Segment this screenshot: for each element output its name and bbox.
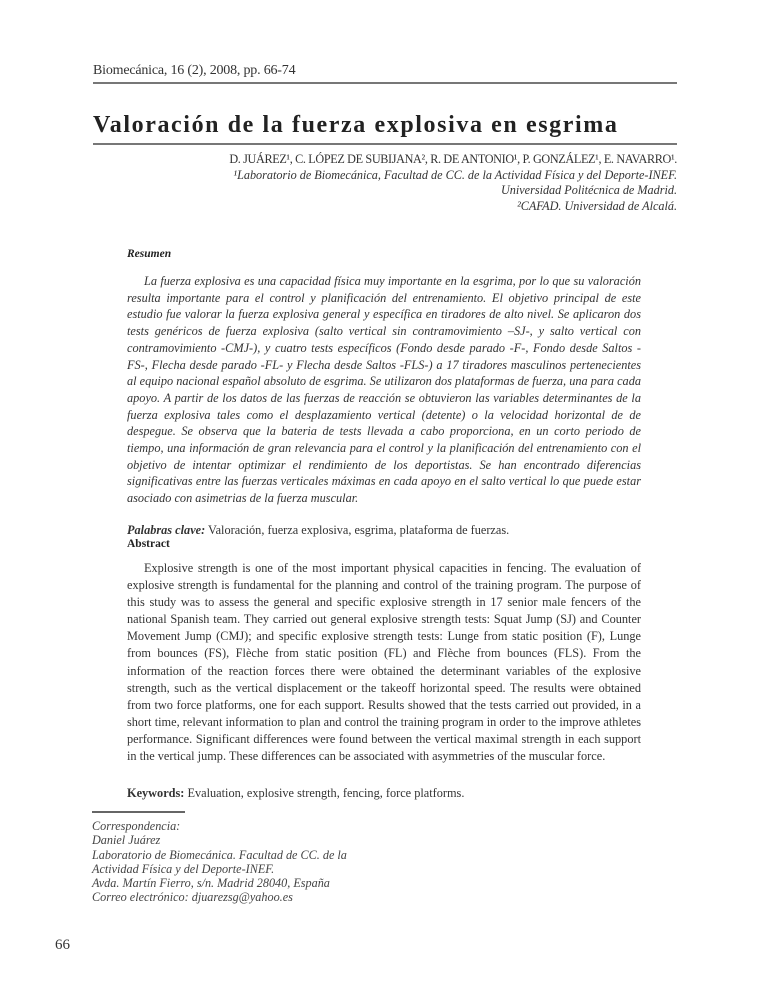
keywords-label: Keywords: — [127, 786, 185, 801]
affiliation-2: ²CAFAD. Universidad de Alcalá. — [517, 198, 677, 213]
correspondence-line: Actividad Física y del Deporte-INEF. — [92, 861, 275, 876]
correspondence-line: Daniel Juárez — [92, 833, 161, 848]
resumen-section — [127, 248, 641, 538]
affiliation-1-line-2: Universidad Politécnica de Madrid. — [500, 183, 677, 197]
resumen-text: La fuerza explosiva es una capacidad física muy importante en la esgrima, por lo que su valoración resulta importante para el control y planificación del entrenamiento. El objetivo principal de este estudio fue valorar la fuerza explosiva general y específica en tiradores de alto nivel. Se aplicaron dos tests genéricos de fuerza explosiva (salto vertical sin contramovimiento –SJ-, y salto vertical con contramovimiento -CMJ-), y cuatro tests específicos (Fondo desde parado -F-, Fondo desde Saltos -FS-, Flecha desde parado -FL- y Flecha desde Saltos -FLS-) a 17 tiradores masculinos pertenecientes al equipo nacional español absoluto de esgrima. Se utilizaron dos plataformas de fuerza, una para cada apoyo. A partir de los datos de las fuerzas de reacción se obtuvieron las variables determinantes de la fuerza explosiva tales como el desplazamiento vertical (detente) o la velocidad horizontal de de despegue. Se observa que la bateria de tests llevada a cabo proporciona, en un corto periodo de tiempo, una información de gran relevancia para el control y la planificación del entrenamiento con el objetivo de intentar optimizar el rendimiento de los deportistas. Se han encontrado diferencias significativas entre las fuerzas verticales máximas en cada apoyo en el salto vertical lo que puede estar asociado con asimetrias de la fuerza muscular. — [127, 274, 641, 506]
correspondence-email: Correo electrónico: djuarezsg@yahoo.es — [92, 890, 293, 905]
header-rule — [93, 82, 677, 84]
correspondence-line: Laboratorio de Biomecánica. Facultad de CC. de la — [92, 847, 347, 862]
author-list: D. JUÁREZ¹, C. LÓPEZ DE SUBIJANA², R. DE ANTONIO¹, P. GONZÁLEZ¹, E. NAVARRO¹. — [229, 152, 677, 166]
palabras-clave — [127, 523, 641, 538]
correspondence-line: Correspondencia: — [92, 819, 181, 833]
affiliation-1-line-1: ¹Laboratorio de Biomecánica, Facultad de CC. de la Actividad Física y del Deporte-INEF. — [233, 167, 677, 182]
title-rule — [93, 143, 677, 145]
footnote-rule — [92, 811, 185, 813]
correspondence-line: Avda. Martín Fierro, s/n. Madrid 28040, España — [92, 876, 330, 891]
abstract-section — [127, 538, 641, 801]
abstract-text: Explosive strength is one of the most important physical capacities in fencing. The evaluation of explosive strength is fundamental for the planning and control of the training program. The purpose of this study was to assess the general and specific explosive strength in 17 senior male fencers of the national Spanish team. They carried out general explosive strength tests: Squat Jump (SJ) and Counter Movement Jump (CMJ); and specific explosive strength tests: Lunge from static position (F), Lunge from bounces (FS), Flèche from static position (FL) and Flèche from bounces (FLS). From the information of the reaction forces there were obtained the determinant variables of the explosive strength, such as the vertical displacement or the takeoff horizontal speed. The results were obtained from two force platforms, one for each support. Results showed that the tests carried out provided, in a short time, relevant information to plan and control the training program in order to the improve athletes performance. Significant differences were found between the vertical maximal strength in each support in the vertical jump. These differences can be associated with asymmetries of the muscular force. — [127, 561, 641, 764]
palabras-clave-label: Palabras clave: — [127, 522, 206, 537]
running-head: Biomecánica, 16 (2), 2008, pp. 66-74 — [93, 63, 296, 78]
palabras-clave-values: Valoración, fuerza explosiva, esgrima, plataforma de fuerzas. — [205, 522, 510, 537]
keywords-values: Evaluation, explosive strength, fencing, force platforms. — [184, 786, 465, 801]
article-title: Valoración de la fuerza explosiva en esgrima — [93, 112, 619, 138]
page-number: 66 — [55, 937, 70, 953]
author-affiliations — [157, 152, 677, 214]
keywords — [127, 786, 641, 801]
abstract-heading: Abstract — [127, 538, 170, 550]
resumen-heading: Resumen — [127, 248, 172, 260]
correspondence-block — [92, 819, 492, 905]
